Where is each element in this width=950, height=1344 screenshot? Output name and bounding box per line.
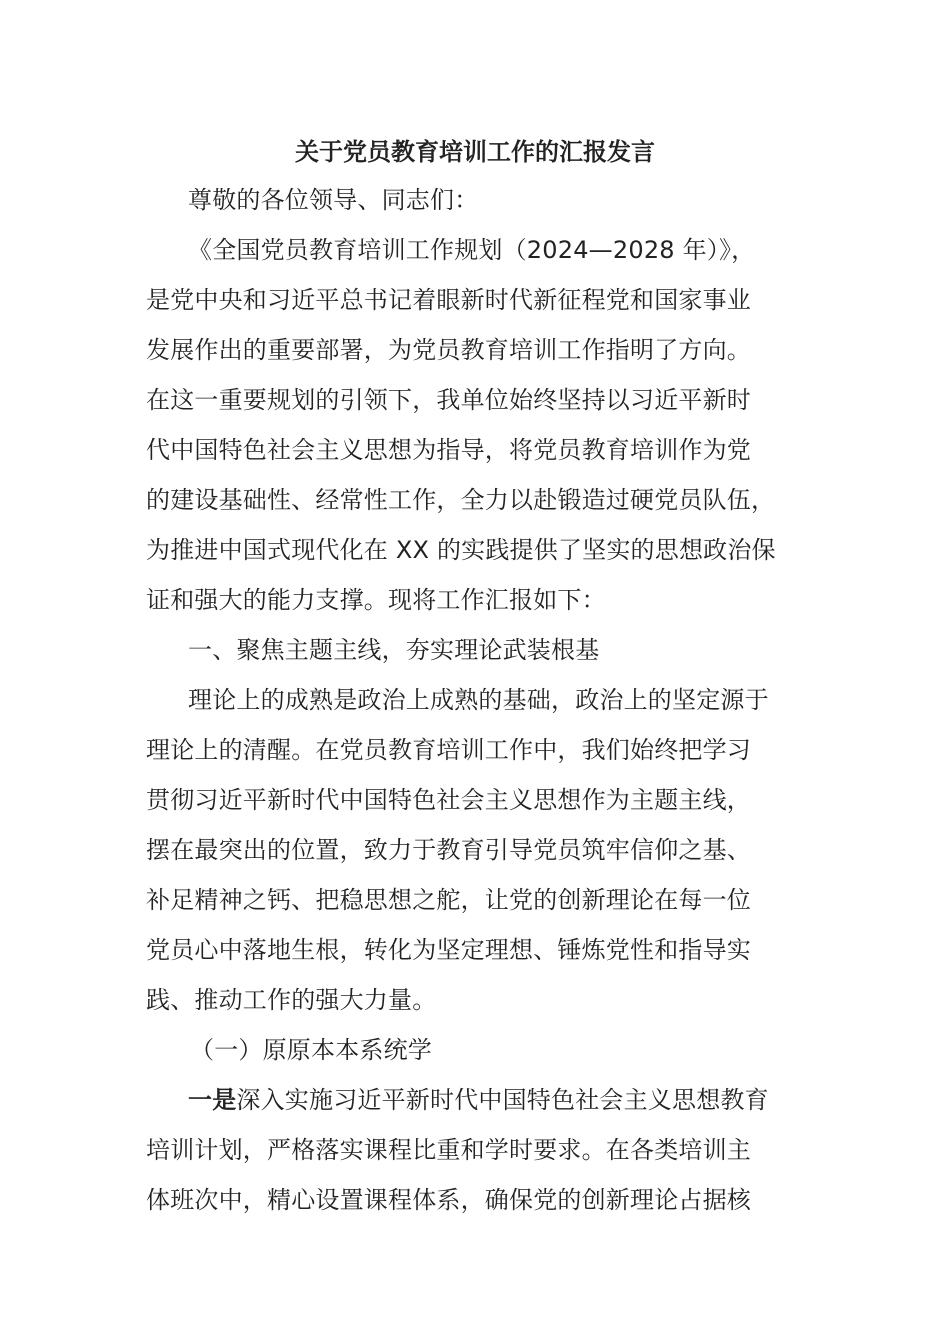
item-text: 深入实施习近平新时代中国特色社会主义思想教育: [236, 1086, 769, 1114]
salutation: 尊敬的各位领导、同志们：: [188, 186, 479, 214]
paragraph-line: 代中国特色社会主义思想为指导，将党员教育培训作为党: [146, 436, 751, 464]
paragraph-line: 体班次中，精心设置课程体系，确保党的创新理论占据核: [146, 1186, 751, 1214]
paragraph-line: [188, 1080, 769, 1120]
paragraph-line: 发展作出的重要部署，为党员教育培训工作指明了方向。: [146, 336, 751, 364]
paragraph-line: 党员心中落地生根，转化为坚定理想、锤炼党性和指导实: [146, 936, 751, 964]
section-heading: 一、聚焦主题主线，夯实理论武装根基: [188, 636, 600, 664]
item-lead: 一是: [188, 1086, 237, 1114]
paragraph-line: 培训计划，严格落实课程比重和学时要求。在各类培训主: [146, 1136, 751, 1164]
paragraph-line: 理论上的清醒。在党员教育培训工作中，我们始终把学习: [146, 736, 751, 764]
paragraph-line: 贯彻习近平新时代中国特色社会主义思想作为主题主线，: [146, 786, 751, 814]
paragraph-line: 证和强大的能力支撑。现将工作汇报如下：: [146, 586, 606, 614]
paragraph-line: 践、推动工作的强大力量。: [146, 986, 437, 1014]
document-title: 关于党员教育培训工作的汇报发言: [295, 138, 655, 166]
paragraph-line: 为推进中国式现代化在 XX 的实践提供了坚实的思想政治保: [146, 536, 776, 564]
paragraph-line: 的建设基础性、经常性工作，全力以赴锻造过硬党员队伍，: [146, 486, 776, 514]
paragraph-line: 摆在最突出的位置，致力于教育引导党员筑牢信仰之基、: [146, 836, 751, 864]
paragraph-line: 《全国党员教育培训工作规划（2024—2028 年）》，: [188, 236, 756, 264]
paragraph-line: 补足精神之钙、把稳思想之舵，让党的创新理论在每一位: [146, 886, 751, 914]
paragraph-line: 是党中央和习近平总书记着眼新时代新征程党和国家事业: [146, 286, 751, 314]
paragraph-line: 理论上的成熟是政治上成熟的基础，政治上的坚定源于: [188, 686, 769, 714]
paragraph-line: 在这一重要规划的引领下，我单位始终坚持以习近平新时: [146, 386, 751, 414]
subsection-heading: （一）原原本本系统学: [190, 1036, 432, 1064]
